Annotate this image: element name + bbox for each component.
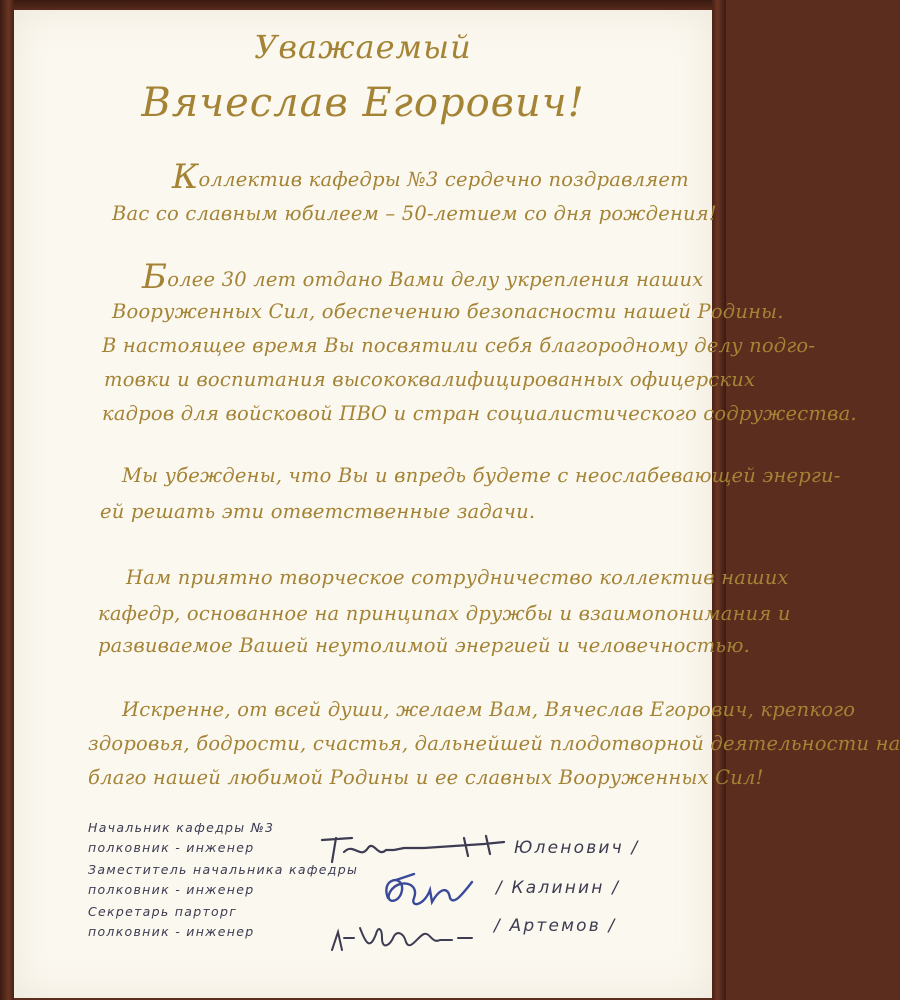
- paragraph-4-line-1: Нам приятно творческое сотрудничество коллектив наших: [126, 566, 789, 589]
- paragraph-1-initial: К: [172, 157, 199, 197]
- salutation-line-2: Вячеслав Егорович!: [141, 80, 585, 126]
- paragraph-2-line-2: Вооруженных Сил, обеспечению безопасности нашей Родины.: [112, 300, 784, 323]
- frame-left: [0, 0, 14, 1000]
- position-title-1: Начальник кафедры №3: [88, 820, 275, 835]
- frame-right: [712, 0, 726, 1000]
- position-rank-1: полковник - инженер: [88, 840, 255, 855]
- paragraph-1-first-line: оллектив кафедры №3 сердечно поздравляет: [198, 168, 689, 191]
- paragraph-2-first-line: олее 30 лет отдано Вами делу укрепления наших: [167, 268, 704, 291]
- signatory-name-1: Юленович /: [514, 838, 640, 858]
- signatory-name-2: / Калинин /: [496, 878, 621, 898]
- signatory-name-3: / Артемов /: [494, 916, 617, 936]
- position-title-2: Заместитель начальника кафедры: [88, 862, 359, 877]
- paragraph-2-line-5: кадров для войсковой ПВО и стран социалистического содружества.: [102, 402, 857, 425]
- paragraph-2-line-4: товки и воспитания высококвалифицированных офицерских: [104, 368, 756, 391]
- salutation-line-1: Уважаемый: [254, 28, 472, 66]
- paragraph-4-line-2: кафедр, основанное на принципах дружбы и взаимопонимания и: [98, 602, 791, 625]
- paragraph-2-initial: Б: [142, 257, 168, 297]
- position-rank-2: полковник - инженер: [88, 882, 255, 897]
- paragraph-3-line-1: Мы убеждены, что Вы и впредь будете с неослабевающей энерги-: [122, 464, 841, 487]
- paragraph-5-line-2: здоровья, бодрости, счастья, дальнейшей плодотворной деятельности на: [88, 732, 900, 755]
- paragraph-5-line-1: Искренне, от всей души, желаем Вам, Вячеслав Егорович, крепкого: [122, 698, 856, 721]
- paragraph-2-line-3: В настоящее время Вы посвятили себя благородному делу подго-: [102, 334, 816, 357]
- handwritten-signature-1: [314, 828, 514, 868]
- paragraph-1-line-2: Вас со славным юбилеем – 50-летием со дня рождения!: [112, 202, 717, 225]
- signature-block: [14, 10, 712, 998]
- paragraph-3-line-2: ей решать эти ответственные задачи.: [100, 500, 536, 523]
- position-rank-3: полковник - инженер: [88, 924, 255, 939]
- handwritten-signature-2: [374, 868, 484, 914]
- handwritten-signature-3: [320, 916, 480, 960]
- position-title-3: Секретарь парторг: [88, 904, 238, 919]
- paragraph-5-line-3: благо нашей любимой Родины и ее славных Вооруженных Сил!: [88, 766, 764, 789]
- paragraph-4-line-3: развиваемое Вашей неутолимой энергией и человечностью.: [98, 634, 750, 657]
- letter-sheet: [14, 10, 900, 998]
